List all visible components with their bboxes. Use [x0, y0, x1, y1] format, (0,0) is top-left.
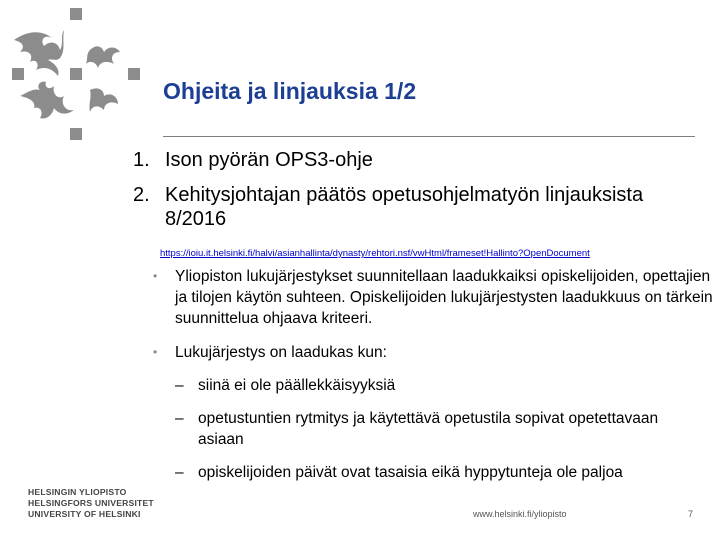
university-name-en: UNIVERSITY OF HELSINKI: [28, 509, 141, 519]
title-divider: [163, 136, 695, 137]
bullet-item-2: [153, 342, 713, 483]
university-name: [28, 487, 154, 520]
sub-bullet-text: opiskelijoiden päivät ovat tasaisia eikä hyppytunteja ole paljoa: [198, 464, 623, 481]
sub-bullet-item-2: [153, 408, 691, 450]
bullet-item-1: [153, 266, 713, 329]
numbered-item-2: [133, 183, 693, 231]
university-name-fi: HELSINGIN YLIOPISTO: [28, 487, 127, 497]
item-text: Kehitysjohtajan päätös opetusohjelmatyön linjauksista 8/2016: [165, 184, 644, 230]
numbered-list: [133, 148, 693, 242]
bullet-marker: •: [153, 269, 158, 283]
sub-bullet-text: opetustuntien rytmitys ja käytettävä opetustila sopivat opetettavaan asiaan: [198, 410, 659, 448]
sub-bullet-item-3: [153, 462, 691, 483]
university-logo-icon: [0, 0, 150, 150]
numbered-item-1: [133, 148, 693, 172]
page-number: 7: [688, 509, 694, 519]
sub-bullet-marker: –: [175, 464, 184, 481]
bullet-list: [153, 266, 713, 496]
sub-bullet-marker: –: [175, 410, 184, 427]
sub-bullet-list: [153, 375, 691, 483]
bullet-marker: •: [153, 345, 158, 359]
item-number: 1.: [133, 149, 150, 171]
sub-bullet-marker: –: [175, 377, 184, 394]
footer-url: www.helsinki.fi/yliopisto: [473, 509, 567, 519]
slide-title: Ohjeita ja linjauksia 1/2: [163, 78, 417, 104]
sub-bullet-text: siinä ei ole päällekkäisyyksiä: [198, 377, 396, 394]
item-number: 2.: [133, 184, 150, 206]
bullet-text: Lukujärjestys on laadukas kun:: [175, 344, 387, 361]
university-name-sv: HELSINGFORS UNIVERSITET: [28, 498, 154, 508]
sub-bullet-item-1: [153, 375, 691, 396]
item-text: Ison pyörän OPS3-ohje: [165, 149, 373, 171]
source-document-link[interactable]: https://ioiu.it.helsinki.fi/halvi/asianhallinta/dynasty/rehtori.nsf/vwHtml/frameset!Hallinto?OpenDocument: [160, 248, 590, 259]
bullet-text: Yliopiston lukujärjestykset suunnitellaan laadukkaiksi opiskelijoiden, opettajien ja tilojen käytön suhteen. Opiskelijoiden lukujärjestysten laadukkuus on tärkein suunnittelua ohjaava kriteeri.: [175, 268, 713, 327]
